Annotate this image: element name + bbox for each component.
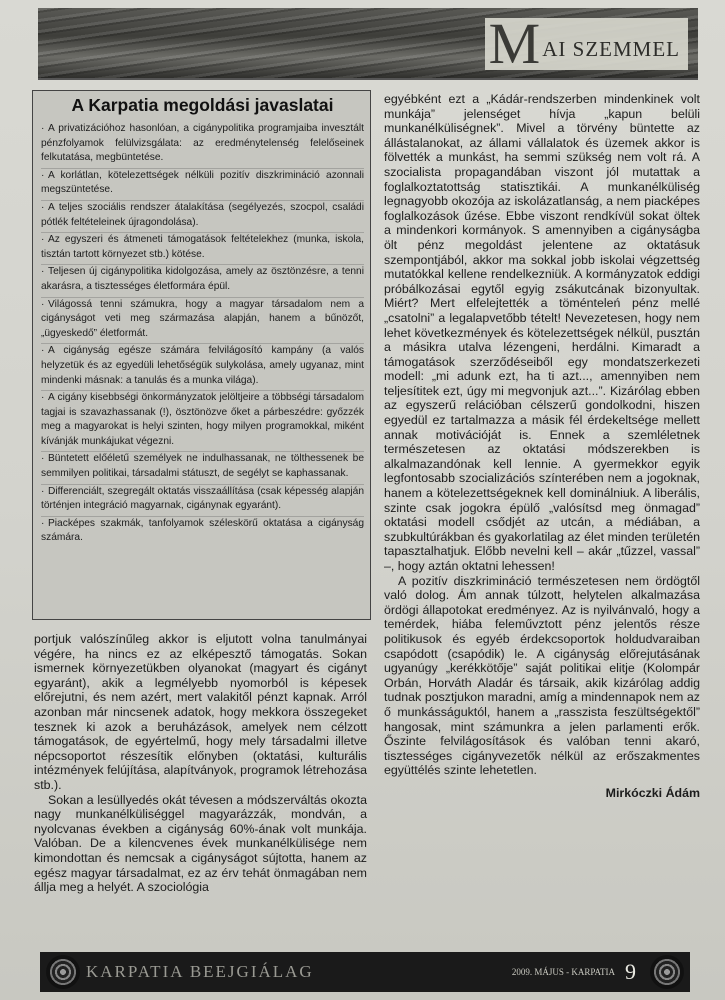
section-title-initial: M — [488, 11, 541, 76]
ornament-icon — [650, 955, 684, 989]
section-title-rest: AI SZEMMEL — [542, 36, 680, 61]
proposal-item: · Világossá tenni számukra, hogy a magyar társadalom nem a cigányságot veti meg származása alapján, hanem a bűnözőt, „ügyeskedő” életformát. — [41, 298, 364, 345]
proposal-item: · Teljesen új cigánypolitika kidolgozása, amely az ösztönzésre, a tenni akarásra, a tisztességes életformára épül. — [41, 265, 364, 297]
ornament-icon — [46, 955, 80, 989]
page-number: 9 — [625, 959, 636, 984]
proposals-box — [32, 90, 371, 620]
proposal-item: · Büntetett előéletű személyek ne indulhassanak, ne tölthessenek be semmilyen politikai, társadalmi státuszt, de segélyt se kaphassanak. — [41, 452, 364, 484]
footer-bar — [40, 952, 690, 992]
issue-label: 2009. MÁJUS - KARPATIA — [511, 967, 615, 977]
paragraph: portjuk valószínűleg akkor is eljutott volna tanulmányai végére, ha nincs ez az elképesztő támogatás. Sokan ismernek környezetükben olyanokat (magyart és cigányt egyaránt), akik a legmélyebb nyomorból is képesek előrejutni, és nem azért, mert valakitől pénzt kapnak. Arról azonban már nincsenek adatok, hogy mekkora összegeket tesznek ki azok a beruházások, amelyek nem célzott támogatások, de egyértelmű, hogy mely társadalmi illetve népcsoportot részesítik előnyben (oktatási, kulturális intézmények felújítása, alapítványok, programok létrehozása stb.). — [34, 632, 367, 792]
header-banner — [38, 8, 698, 80]
proposal-item: · Az egyszeri és átmeneti támogatások feltételekhez (munka, iskola, tisztán tartott környezet stb.) kötése. — [41, 233, 364, 265]
proposal-item: · A korlátlan, kötelezettségek nélküli pozitív diszkrimináció azonnali megszüntetése. — [41, 169, 364, 201]
proposals-list — [41, 122, 364, 548]
proposal-item: · Piacképes szakmák, tanfolyamok széleskörű oktatása a cigányság számára. — [41, 517, 364, 544]
left-column-text — [34, 632, 367, 895]
proposal-item: · A cigányság egésze számára felvilágosító kampány (a valós helyzetük és az egyedüli lehetőségük sulykolása, amely ugyanaz, mint mindenki másnak: a tanulás és a munka világa). — [41, 344, 364, 391]
proposals-title: A Karpatia megoldási javaslatai — [71, 95, 334, 115]
paragraph: Sokan a lesüllyedés okát tévesen a módszerváltás okozta nagy munkanélküliséggel magyarázzák, mondván, a nyolcvanas években a cigányság 60%-ának volt munkája. Valóban. De a kilencvenes évek munkanélkülisége nem kimondottan és nemcsak a cigányságot sújtotta, hanem az egész magyar társadalmat, ez az érv tehát önmagában nem állja meg a helyét. A szociológia — [34, 792, 367, 895]
author-signature: Mirkóczki Ádám — [605, 785, 700, 800]
proposal-item: · A teljes szociális rendszer átalakítása (segélyezés, szocpol, családi pótlék feltételeinek újragondolása). — [41, 201, 364, 233]
proposal-item: · A privatizációhoz hasonlóan, a cigánypolitika programjaiba invesztált pénzfolyamok felülvizsgálata: az eredménytelenség felelőseinek felkutatása, megbüntetése. — [41, 122, 364, 169]
proposal-item: · A cigány kisebbségi önkormányzatok jelöltjeire a többségi társadalom tagjai is szavazhassanak (!), ösztönözve őket a párbeszédre: győzzék meg a magyarokat is helyi szinten, hogy milyen programokkal, miként kívánják munkájukat végezni. — [41, 391, 364, 452]
paragraph: egyébként ezt a „Kádár-rendszerben mindenkinek volt munkája” jelenséget hívja „kapun belüli munkanélküliségnek”. Mivel a törvény büntette az állástalanokat, az állami vállalatok és üzemek akkor is fölvették a munkást, ha semmi szükség nem volt rá. A szocialista propagandában viszont jól mutattak a foglalkoztatottság statisztikái. A munkanélküliség legnagyobb okozója az iskolázatlanság, a nem piacképes foglalkozások űzése. Ebbe viszont rendkívül sokat öltek a mindenkori kormányok. S amennyiben a cigányságba ölt pénz megoldást jelentene az oktatásuk szempontjából, akkor ma sokkal jobb iskolai végzettség mutatókkal kellene rendelkezniük. A kormányzatok eddigi próbálkozásai egytől egyig zsákutcának bizonyultak. Miért? Mert elfelejtették a töménteleń pénz mellé „csatolni” a legalapvetőbb tételt! Nevezetesen, hogy nem lehet következmények és kötelezettségek nélkül, pusztán a másikra utalva lézengeni, herdálni. Kimaradt a támogatások szerződéseiből egy mondatszerkezeti modell: „mi adunk ezt, ha ti azt..., amennyiben nem teljesítitek ezt, úgy mi megvonjuk azt...”. Kizárólag ebben az egyszerű relációban célszerű gondolkodni, hiszen egyedül ez tartalmazza a másik fél érdekeltsége mellett annak motivációját is. Ennek a szemléletnek természetesen az oktatási módszerekben is alkalmazandónak kell lennie. A gyermekkor egyik legfontosabb szocializációs színterében nem a jogoknak, hanem a kötelezettségeknek kell dominálniuk. A liberális, szinte csak jogokra épülő „valósítsd meg önmagad” oktatási modell csődjét az utcán, a médiában, a szubkultúrákban és gyakorlatilag az élet minden területén tapasztalhatjuk. Előbb nevelni kell – akár „tűzzel, vassal” –, hogy aztán oktatni lehessen! — [384, 92, 700, 573]
section-title — [485, 11, 688, 76]
proposal-item: · Differenciált, szegregált oktatás visszaállítása (csak képesség alapján történjen integráció magyarnak, cigánynak egyaránt). — [41, 485, 364, 517]
right-column-text — [384, 92, 700, 801]
footer-brand: KARPATIA BEEJGIÁLAG — [86, 962, 314, 981]
paragraph: A pozitív diszkrimináció természetesen nem ördögtől való dolog. Ám annak túlzott, helytelen alkalmazása ördögi állapotokat eredményez. Az is nyilvánvaló, hogy a temérdek, hiába feleművztott pénz jelentős része politikusok és egyéb érdekcsoportok holdudvaraiban csapódott (csapódik) le. A cigányság előrejutásának ugyanúgy „kerékkötője” saját politikai elitje (Kolompár Orbán, Horváth Aladár és társaik, akik kizárólag addig tudnak posztjukon maradni, amíg a mindennapok nem az ő munkásságuktól, hanem a „rasszista feszültségektől” hangosak, mint számunkra a jelen parlamenti erők. Őszinte felvilágosítások és valóban tenni akaró, tisztességes cigányvezetők nélkül az erőszakmentes együttélés szinte lehetetlen. — [384, 573, 700, 778]
